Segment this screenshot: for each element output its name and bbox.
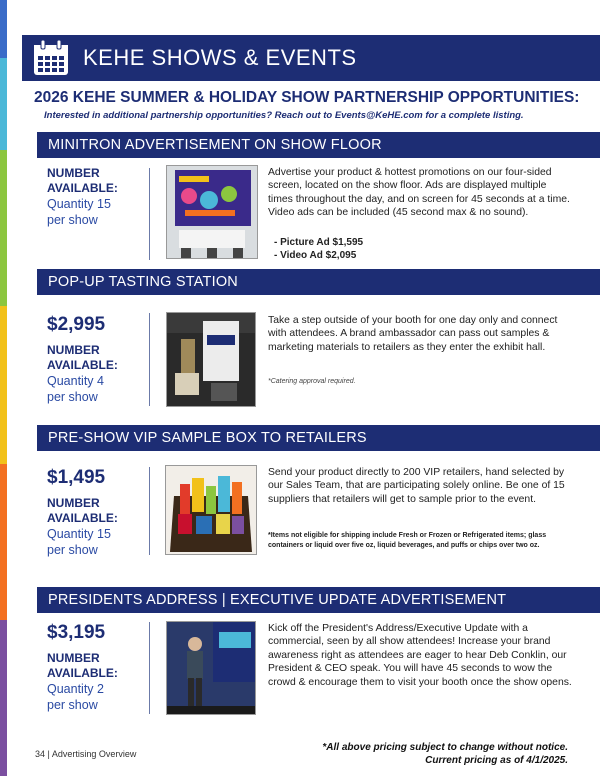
section-bar-vip-box <box>37 425 600 451</box>
disclaimer-line-1: *All above pricing subject to change without notice. <box>322 742 568 753</box>
availability-block <box>47 166 147 228</box>
quantity-unit: per show <box>47 390 98 404</box>
quantity-text: Quantity 15 <box>47 527 111 541</box>
stripe-purple <box>0 620 7 776</box>
price: $1,495 <box>47 467 106 488</box>
presidents-address-photo <box>166 621 256 715</box>
section-bar-presidents-address <box>37 587 600 613</box>
pricing-list <box>274 236 363 262</box>
stripe-green <box>0 150 7 306</box>
available-label: AVAILABLE: <box>47 511 118 525</box>
availability-block <box>47 467 147 558</box>
subheading: Interested in additional partnership opportunities? Reach out to Events@KeHE.com for a complete listing. <box>44 110 524 121</box>
number-label: NUMBER <box>47 496 100 510</box>
main-heading: 2026 KEHE SUMMER & HOLIDAY SHOW PARTNERSHIP OPPORTUNITIES: <box>34 89 580 106</box>
number-label: NUMBER <box>47 651 100 665</box>
stripe-yellow <box>0 306 7 464</box>
quantity-text: Quantity 15 <box>47 197 111 211</box>
quantity-unit: per show <box>47 698 98 712</box>
quantity-text: Quantity 2 <box>47 682 104 696</box>
sample-box-photo <box>165 465 257 555</box>
available-label: AVAILABLE: <box>47 181 118 195</box>
quantity-unit: per show <box>47 543 98 557</box>
header-banner <box>22 35 600 81</box>
quantity-unit: per show <box>47 213 98 227</box>
section-title: PRE-SHOW VIP SAMPLE BOX TO RETAILERS <box>48 430 367 446</box>
video-ad-price: - Video Ad $2,095 <box>274 250 357 261</box>
section-description: Take a step outside of your booth for one day only and connect with attendees. A brand ambassador can pass out samples & marketing materials to retailers as they enter the exhibit hall. <box>268 315 558 353</box>
stripe-cyan <box>0 58 7 150</box>
section-title: POP-UP TASTING STATION <box>48 274 238 290</box>
availability-block <box>47 622 147 713</box>
stripe-orange <box>0 464 7 620</box>
quantity-text: Quantity 4 <box>47 374 104 388</box>
divider-line <box>149 168 150 260</box>
section-description: Advertise your product & hottest promotions on our four-sided screen, located on the show floor. Ads are displayed multiple times throughout the day, and on screen for 45 seconds at a time. Video ads can be included (45 second max & no sound). <box>268 167 570 219</box>
calendar-icon <box>31 38 71 78</box>
section-title: MINITRON ADVERTISEMENT ON SHOW FLOOR <box>48 137 382 153</box>
price: $2,995 <box>47 314 106 335</box>
section-bar-minitron <box>37 132 600 158</box>
availability-block <box>47 314 147 405</box>
catering-note: *Catering approval required. <box>268 378 356 385</box>
pricing-disclaimer <box>322 741 568 767</box>
section-description: Kick off the President's Address/Executive Update with a commercial, seen by all show attendees! Increase your brand awareness right as attendees are eager to hear Deb Conklin, our President & CEO speak. You will have 45 seconds to wow the crowd & encourage them to visit your booth once the show opens. <box>268 623 572 688</box>
stripe-blue <box>0 0 7 58</box>
number-label: NUMBER <box>47 343 100 357</box>
color-stripe <box>0 0 7 776</box>
number-label: NUMBER <box>47 166 100 180</box>
section-description: Send your product directly to 200 VIP retailers, hand selected by our Sales Team, that are participating solely online. Be one of 15 suppliers that retailers will get to sample prior to the event. <box>268 467 565 505</box>
page-footer: 34 | Advertising Overview <box>35 749 137 759</box>
available-label: AVAILABLE: <box>47 358 118 372</box>
divider-line <box>149 622 150 714</box>
available-label: AVAILABLE: <box>47 666 118 680</box>
section-bar-tasting <box>37 269 600 295</box>
minitron-photo <box>166 165 258 259</box>
disclaimer-line-2: Current pricing as of 4/1/2025. <box>425 755 568 766</box>
section-title: PRESIDENTS ADDRESS | EXECUTIVE UPDATE ADVERTISEMENT <box>48 592 507 608</box>
page-title: KEHE SHOWS & EVENTS <box>83 45 357 70</box>
divider-line <box>149 467 150 555</box>
picture-ad-price: - Picture Ad $1,595 <box>274 237 364 248</box>
shipping-note: *Items not eligible for shipping include Fresh or Frozen or Refrigerated items; glass containers or liquid over five oz, liquid beverages, and puffs or chips over two oz. <box>268 532 547 549</box>
price: $3,195 <box>47 622 106 643</box>
divider-line <box>149 313 150 406</box>
tasting-station-photo <box>166 312 256 407</box>
